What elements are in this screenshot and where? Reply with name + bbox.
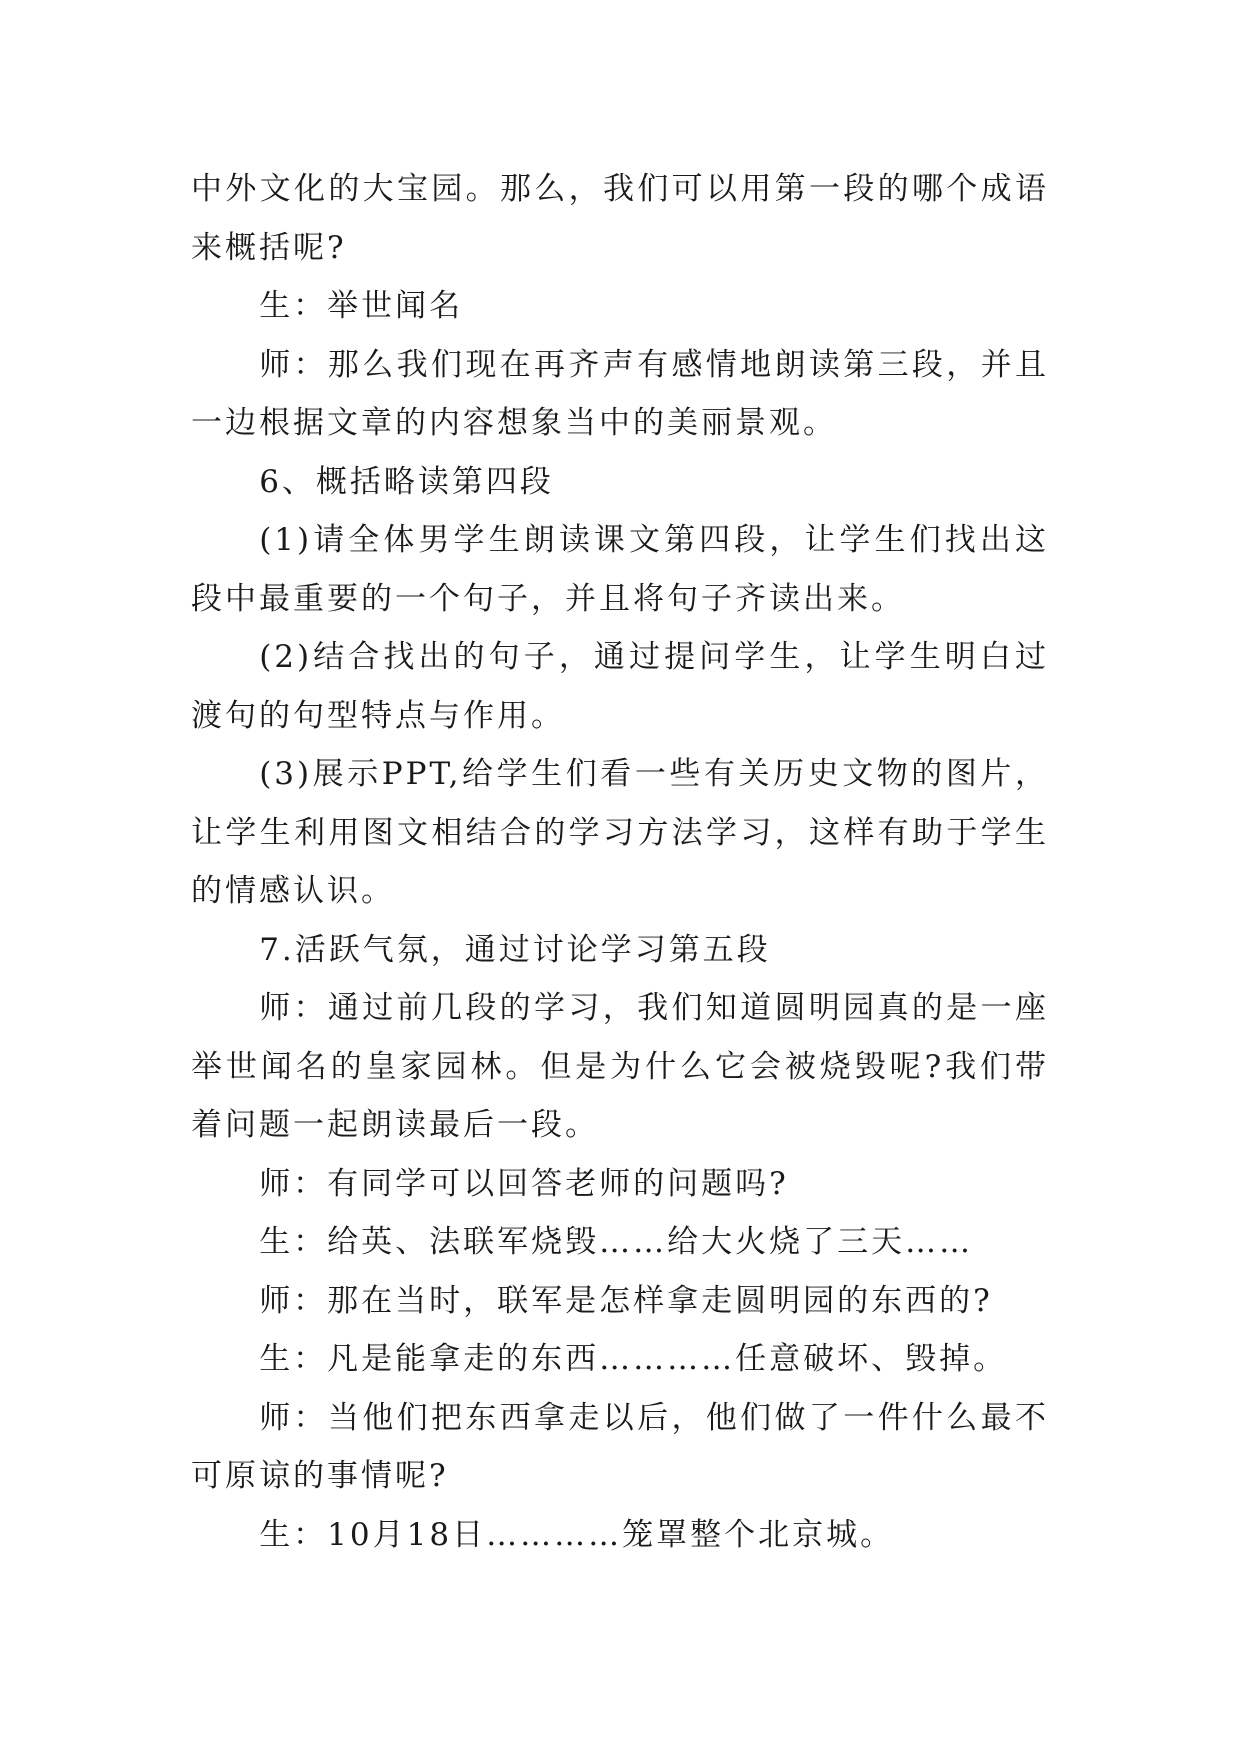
paragraph: 师：通过前几段的学习，我们知道圆明园真的是一座举世闻名的皇家园林。但是为什么它会被烧毁呢?我们带着问题一起朗读最后一段。 (191, 990, 1049, 1143)
paragraph: 生：10月18日…………笼罩整个北京城。 (259, 1516, 895, 1553)
paragraph: (2)结合找出的句子，通过提问学生，让学生明白过渡句的句型特点与作用。 (191, 639, 1049, 734)
paragraph: (3)展示PPT,给学生们看一些有关历史文物的图片，让学生利用图文相结合的学习方法学习，这样有助于学生的情感认识。 (191, 756, 1049, 909)
document-body (191, 160, 1049, 1564)
paragraph: 生：给英、法联军烧毁……给大火烧了三天…… (259, 1224, 974, 1260)
paragraph: 生：举世闻名 (259, 288, 464, 324)
paragraph: 师：那么我们现在再齐声有感情地朗读第三段，并且一边根据文章的内容想象当中的美丽景观。 (191, 346, 1049, 441)
paragraph: (1)请全体男学生朗读课文第四段，让学生们找出这段中最重要的一个句子，并且将句子齐读出来。 (191, 522, 1049, 617)
paragraph: 生：凡是能拿走的东西…………任意破坏、毁掉。 (259, 1341, 1008, 1377)
paragraph: 师：当他们把东西拿走以后，他们做了一件什么最不可原谅的事情呢? (191, 1399, 1049, 1494)
paragraph: 中外文化的大宝园。那么，我们可以用第一段的哪个成语来概括呢? (191, 171, 1049, 266)
section-heading: 6、概括略读第四段 (259, 463, 554, 500)
paragraph: 师：有同学可以回答老师的问题吗? (259, 1165, 789, 1202)
section-heading: 7.活跃气氛，通过讨论学习第五段 (259, 931, 771, 968)
paragraph: 师：那在当时，联军是怎样拿走圆明园的东西的? (259, 1282, 993, 1319)
